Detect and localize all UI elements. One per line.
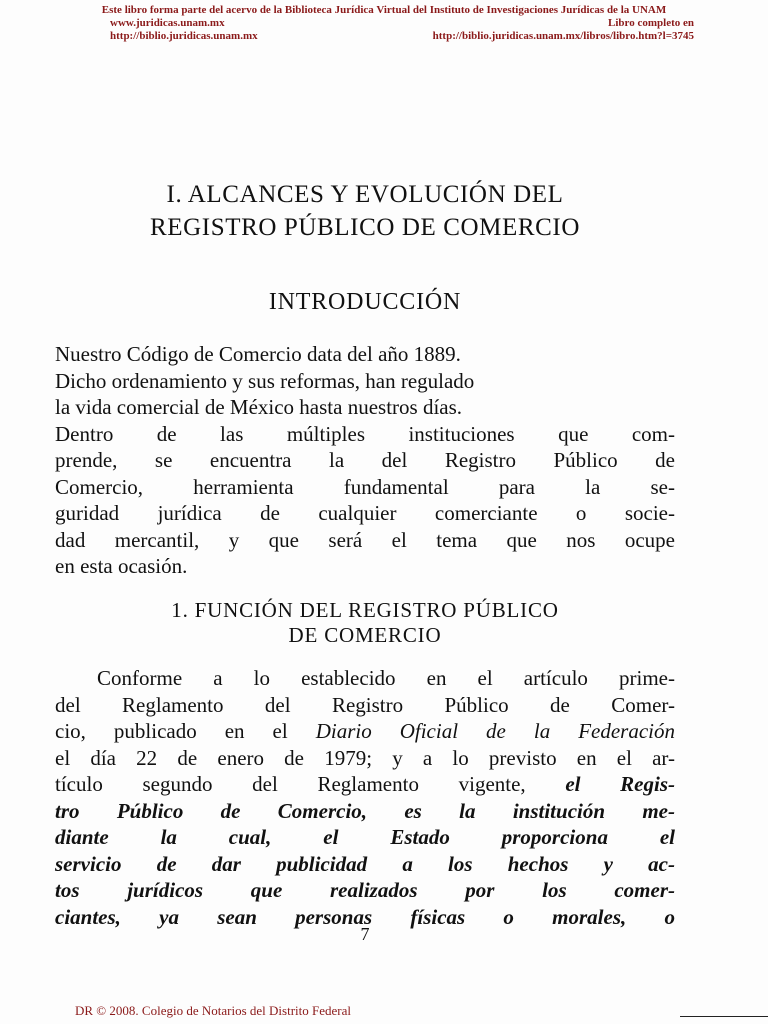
- emphasis-text: el Regis-: [565, 772, 675, 796]
- body-line: [55, 718, 675, 745]
- section-heading-line2: DE COMERCIO: [288, 623, 442, 647]
- header-notice: Este libro forma parte del acervo de la Biblioteca Jurídica Virtual del Instituto de Investigaciones Jurídicas de la UNAM: [101, 4, 667, 16]
- intro-line: Dentro de las múltiples instituciones que com-: [55, 421, 675, 446]
- intro-line: dad mercantil, y que será el tema que nos ocupe: [55, 527, 675, 552]
- intro-line: la vida comercial de México hasta nuestros días.: [55, 395, 463, 419]
- section-heading-line1: 1. FUNCIÓN DEL REGISTRO PÚBLICO: [171, 598, 559, 622]
- chapter-title-line1: I. ALCANCES Y EVOLUCIÓN DEL: [166, 181, 564, 208]
- intro-heading: INTRODUCCIÓN: [268, 289, 462, 315]
- body-line: del Reglamento del Registro Público de Comer-: [55, 692, 675, 717]
- body-text: tículo segundo del Reglamento vigente,: [55, 772, 566, 796]
- copyright-footer: DR © 2008. Colegio de Notarios del Distrito Federal: [75, 1003, 351, 1018]
- intro-line: prende, se encuentra la del Registro Público de: [55, 448, 675, 472]
- header-right-links: [433, 17, 694, 43]
- body-line: Conforme a lo establecido en el artículo prime-: [97, 666, 675, 690]
- emphasis-line: tro Público de Comercio, es la institución me-: [55, 798, 675, 823]
- footer-divider: [680, 1016, 768, 1017]
- full-book-link[interactable]: http://biblio.juridicas.unam.mx/libros/libro.htm?l=3745: [432, 30, 694, 42]
- body-text: cio, publicado en el: [55, 719, 316, 743]
- intro-line: guridad jurídica de cualquier comerciante o socie-: [55, 501, 675, 525]
- emphasis-line: diante la cual, el Estado proporciona el: [55, 825, 675, 849]
- chapter-title-line2: REGISTRO PÚBLICO DE COMERCIO: [149, 214, 581, 241]
- section-heading: [60, 598, 670, 648]
- biblio-link[interactable]: http://biblio.juridicas.unam.mx: [110, 30, 258, 42]
- page-number: 7: [360, 924, 370, 944]
- intro-line: en esta ocasión.: [55, 554, 188, 578]
- intro-line: Nuestro Código de Comercio data del año 1889.: [55, 342, 461, 366]
- emphasis-line: tos jurídicos que realizados por los comer-: [55, 878, 675, 902]
- body-line: el día 22 de enero de 1979; y a lo previsto en el ar-: [55, 745, 675, 770]
- emphasis-line: ciantes, ya sean personas físicas o morales, o: [55, 904, 675, 929]
- intro-line: Comercio, herramienta fundamental para la se-: [55, 474, 675, 499]
- header-banner: [0, 0, 768, 44]
- body-line: [55, 771, 675, 798]
- diario-oficial-title: Diario Oficial de la Federación: [315, 719, 675, 743]
- juridicas-link[interactable]: www.juridicas.unam.mx: [110, 17, 225, 29]
- intro-line: Dicho ordenamiento y sus reformas, han regulado: [55, 368, 475, 393]
- header-left-links: [110, 17, 258, 43]
- body-paragraph: [55, 665, 675, 930]
- full-book-label: Libro completo en: [608, 17, 694, 29]
- chapter-title: [60, 178, 670, 244]
- emphasis-line: servicio de dar publicidad a los hechos y ac-: [55, 851, 675, 876]
- intro-paragraph: [55, 341, 675, 580]
